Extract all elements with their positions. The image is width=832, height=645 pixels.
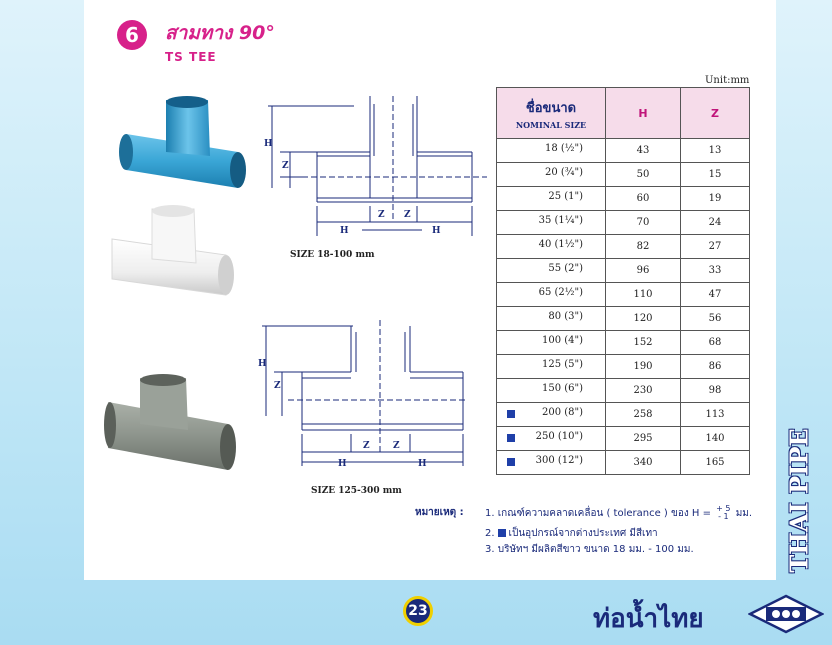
z-cell: 24 bbox=[681, 211, 750, 235]
h-cell: 258 bbox=[606, 403, 681, 427]
dim-h-right-large: H bbox=[418, 459, 427, 469]
gray-tee-photo bbox=[104, 374, 236, 474]
dim-h-right-small: H bbox=[432, 226, 441, 236]
z-cell: 47 bbox=[681, 283, 750, 307]
size-cell: 65 (2½") bbox=[497, 283, 606, 307]
h-cell: 190 bbox=[606, 355, 681, 379]
size-cell: 300 (12") bbox=[497, 451, 606, 475]
tee-drawing-large bbox=[258, 320, 468, 475]
z-cell: 98 bbox=[681, 379, 750, 403]
table-row bbox=[497, 211, 750, 235]
section-number-badge: 6 bbox=[117, 20, 147, 50]
z-cell: 165 bbox=[681, 451, 750, 475]
size-cell: 100 (4") bbox=[497, 331, 606, 355]
imported-square-icon bbox=[507, 434, 515, 442]
note-3: 3. บริษัทฯ มีผลิตสีขาว ขนาด 18 มม. - 100 มม. bbox=[485, 544, 694, 555]
page-number: 23 bbox=[403, 596, 433, 626]
size-cell: 35 (1¼") bbox=[497, 211, 606, 235]
table-row bbox=[497, 259, 750, 283]
z-cell: 13 bbox=[681, 139, 750, 163]
size-cell: 18 (½") bbox=[497, 139, 606, 163]
table-header-row bbox=[497, 88, 750, 139]
h-cell: 340 bbox=[606, 451, 681, 475]
col-header-z: Z bbox=[681, 88, 750, 139]
h-cell: 295 bbox=[606, 427, 681, 451]
size-cell: 250 (10") bbox=[497, 427, 606, 451]
side-brand bbox=[779, 425, 819, 575]
z-cell: 68 bbox=[681, 331, 750, 355]
brand-english: THAI PIPE bbox=[784, 427, 814, 573]
z-cell: 86 bbox=[681, 355, 750, 379]
page-title: สามทาง 90° bbox=[165, 22, 275, 44]
table-row bbox=[497, 403, 750, 427]
brand-thai: ท่อน้ำไทย bbox=[593, 604, 704, 634]
size-cell: 150 (6") bbox=[497, 379, 606, 403]
tolerance-value: + 5 - 1 bbox=[716, 504, 731, 521]
unit-label: Unit:mm bbox=[705, 75, 750, 86]
z-cell: 56 bbox=[681, 307, 750, 331]
company-logo-icon bbox=[748, 594, 824, 634]
dim-h-left-large: H bbox=[338, 459, 347, 469]
tee-drawing-small bbox=[262, 96, 492, 246]
table-row bbox=[497, 163, 750, 187]
z-cell: 27 bbox=[681, 235, 750, 259]
z-cell: 113 bbox=[681, 403, 750, 427]
size-cell: 80 (3") bbox=[497, 307, 606, 331]
size-cell: 20 (¾") bbox=[497, 163, 606, 187]
size-cell: 25 (1") bbox=[497, 187, 606, 211]
dim-z-left-large: Z bbox=[363, 441, 370, 451]
size-cell: 125 (5") bbox=[497, 355, 606, 379]
z-cell: 140 bbox=[681, 427, 750, 451]
table-row bbox=[497, 139, 750, 163]
size-cell: 55 (2") bbox=[497, 259, 606, 283]
dim-z-vertical-large: Z bbox=[274, 381, 281, 391]
dim-h-vertical-large: H bbox=[258, 359, 267, 369]
h-cell: 82 bbox=[606, 235, 681, 259]
h-cell: 50 bbox=[606, 163, 681, 187]
h-cell: 43 bbox=[606, 139, 681, 163]
h-cell: 110 bbox=[606, 283, 681, 307]
z-cell: 15 bbox=[681, 163, 750, 187]
size-label-large: SIZE 125-300 mm bbox=[311, 486, 402, 496]
size-cell: 40 (1½") bbox=[497, 235, 606, 259]
notes-heading: หมายเหตุ : bbox=[415, 507, 464, 518]
dim-z-vertical-small: Z bbox=[282, 161, 289, 171]
spec-table bbox=[496, 87, 750, 475]
dim-z-left-small: Z bbox=[378, 210, 385, 220]
imported-square-icon bbox=[507, 410, 515, 418]
table-row bbox=[497, 307, 750, 331]
imported-square-icon bbox=[498, 529, 506, 537]
h-cell: 96 bbox=[606, 259, 681, 283]
table-row bbox=[497, 283, 750, 307]
table-row bbox=[497, 379, 750, 403]
h-cell: 152 bbox=[606, 331, 681, 355]
z-cell: 19 bbox=[681, 187, 750, 211]
table-row bbox=[497, 451, 750, 475]
h-cell: 60 bbox=[606, 187, 681, 211]
size-label-small: SIZE 18-100 mm bbox=[290, 250, 375, 260]
table-row bbox=[497, 235, 750, 259]
note-1: 1. เกณฑ์ความคลาดเคลื่อน ( tolerance ) ของ H = + 5 - 1 มม. bbox=[485, 504, 753, 521]
page-subtitle: TS TEE bbox=[165, 50, 217, 64]
dim-z-right-large: Z bbox=[393, 441, 400, 451]
table-row bbox=[497, 187, 750, 211]
size-cell: 200 (8") bbox=[497, 403, 606, 427]
white-tee-photo bbox=[108, 205, 236, 301]
dim-h-left-small: H bbox=[340, 226, 349, 236]
blue-tee-photo bbox=[118, 96, 250, 190]
table-row bbox=[497, 427, 750, 451]
h-cell: 70 bbox=[606, 211, 681, 235]
col-header-size: ชื่อขนาด NOMINAL SIZE bbox=[497, 88, 606, 139]
h-cell: 120 bbox=[606, 307, 681, 331]
table-row bbox=[497, 355, 750, 379]
imported-square-icon bbox=[507, 458, 515, 466]
dim-z-right-small: Z bbox=[404, 210, 411, 220]
note-2: 2. เป็นอุปกรณ์จากต่างประเทศ มีสีเทา bbox=[485, 528, 658, 539]
z-cell: 33 bbox=[681, 259, 750, 283]
table-row bbox=[497, 331, 750, 355]
h-cell: 230 bbox=[606, 379, 681, 403]
col-header-h: H bbox=[606, 88, 681, 139]
dim-h-vertical-small: H bbox=[264, 139, 273, 149]
